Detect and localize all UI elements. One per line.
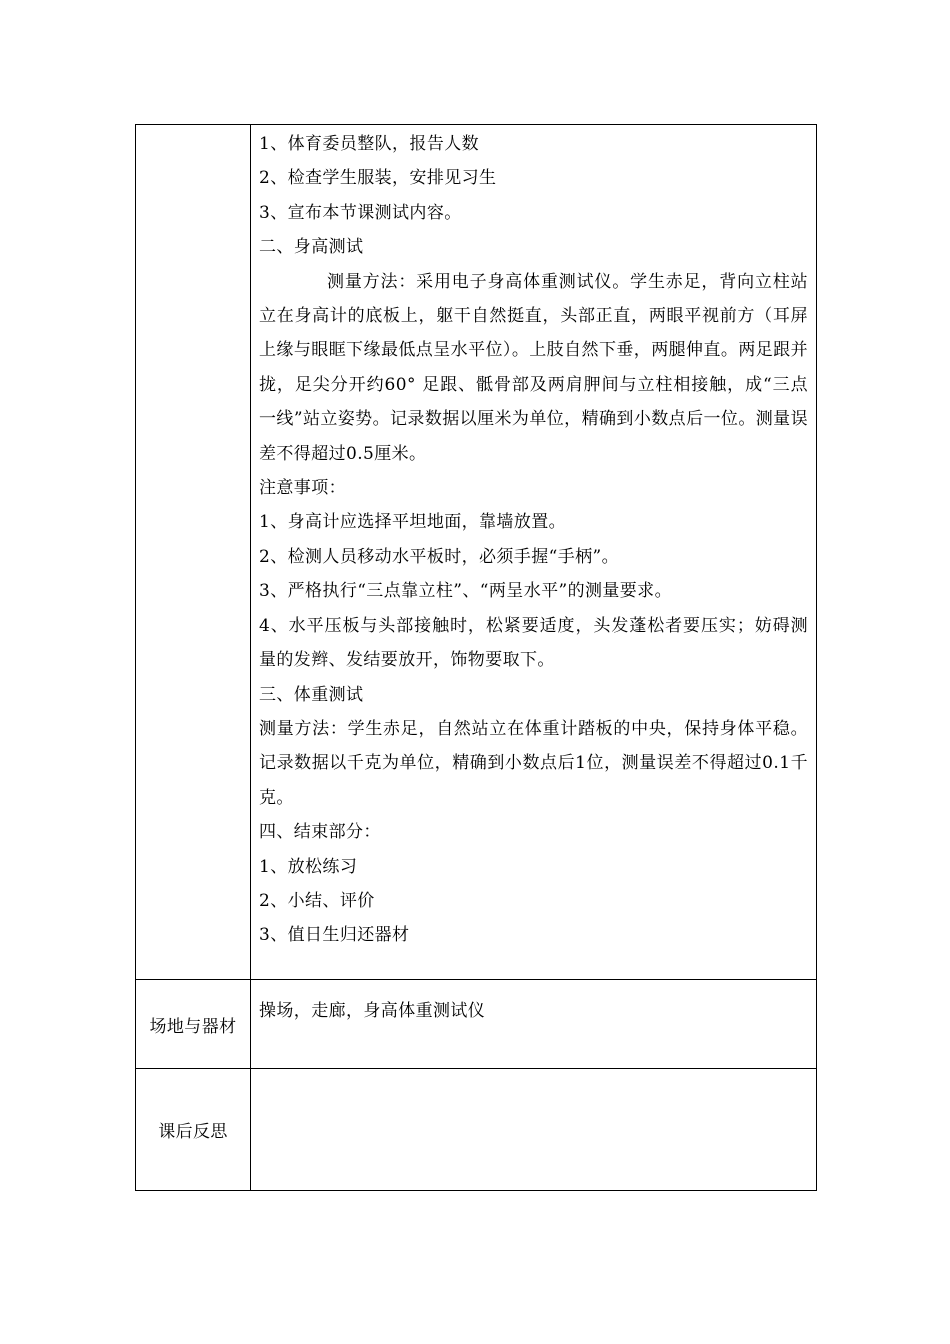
section-heading-height: 二、身高测试 bbox=[259, 237, 364, 258]
content-line: 2、检查学生服装，安排见习生 bbox=[259, 168, 497, 189]
venue-row bbox=[136, 980, 817, 1069]
ending-item: 1、放松练习 bbox=[259, 856, 358, 877]
section-heading-weight: 三、体重测试 bbox=[259, 684, 364, 705]
reflection-label: 课后反思 bbox=[136, 1069, 251, 1191]
height-method-paragraph: 测量方法：采用电子身高体重测试仪。学生赤足，背向立柱站立在身高计的底板上，躯干自然挺直，头部正直，两眼平视前方（耳屏上缘与眼眶下缘最低点呈水平位）。上肢自然下垂，两腿伸直。两足跟并拢，足尖分开约60° 足跟、骶骨部及两肩胛间与立柱相接触，成“三点一线”站立姿势。记录数据以厘米为单位，精确到小数点后一位。测量误差不得超过0.5厘米。 bbox=[259, 271, 808, 464]
venue-label: 场地与器材 bbox=[136, 980, 251, 1069]
note-item: 4、水平压板与头部接触时，松紧要适度，头发蓬松者要压实；妨碍测量的发辫、发结要放开，饰物要取下。 bbox=[259, 615, 808, 671]
reflection-value[interactable] bbox=[251, 1069, 817, 1191]
process-label-cell bbox=[136, 125, 251, 980]
notes-heading: 注意事项： bbox=[259, 478, 346, 499]
lesson-process-row bbox=[136, 125, 817, 980]
content-line: 1、体育委员整队，报告人数 bbox=[259, 134, 480, 154]
ending-item: 3、值日生归还器材 bbox=[259, 925, 410, 946]
process-content-cell bbox=[251, 125, 817, 980]
venue-value: 操场，走廊，身高体重测试仪 bbox=[251, 980, 817, 1069]
ending-item: 2、小结、评价 bbox=[259, 890, 375, 911]
reflection-row bbox=[136, 1069, 817, 1191]
content-line: 3、宣布本节课测试内容。 bbox=[259, 202, 462, 223]
note-item: 2、检测人员移动水平板时，必须手握“手柄”。 bbox=[259, 546, 619, 567]
weight-method-paragraph: 测量方法：学生赤足，自然站立在体重计踏板的中央，保持身体平稳。记录数据以千克为单位，精确到小数点后1位，测量误差不得超过0.1千克。 bbox=[259, 718, 808, 808]
note-item: 1、身高计应选择平坦地面，靠墙放置。 bbox=[259, 512, 567, 533]
section-heading-ending: 四、结束部分： bbox=[259, 822, 381, 843]
lesson-plan-table bbox=[135, 124, 817, 1191]
note-item: 3、严格执行“三点靠立柱”、“两呈水平”的测量要求。 bbox=[259, 581, 672, 602]
